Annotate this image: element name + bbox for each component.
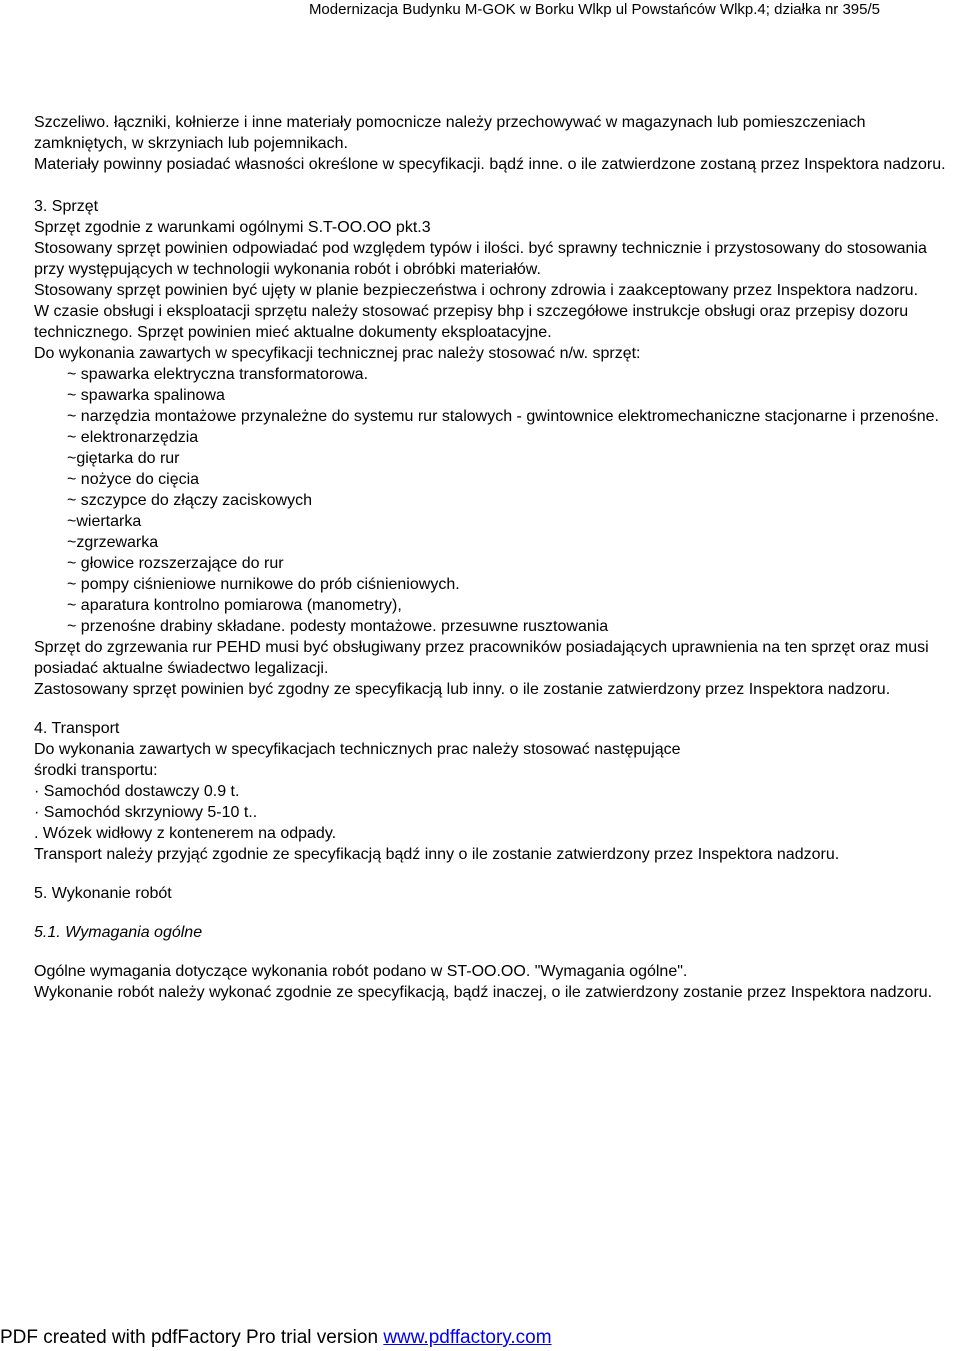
list-item: ~wiertarka: [67, 513, 142, 530]
list-item: ~ elektronarzędzia: [67, 429, 199, 446]
spacer: [34, 865, 949, 883]
list-item: ~ aparatura kontrolno pomiarowa (manometry),: [67, 597, 402, 614]
paragraph-storage: Szczeliwo. łączniki, kołnierze i inne materiały pomocnicze należy przechowywać w magazynach lub pomieszczeniach zamkniętych, w skrzyniach lub pojemnikach.: [34, 114, 866, 152]
section-4-line-1: Do wykonania zawartych w specyfikacjach technicznych prac należy stosować następujące: [34, 741, 681, 758]
list-item: ~giętarka do rur: [67, 450, 180, 467]
spacer: [34, 904, 949, 922]
section-5-heading: 5. Wykonanie robót: [34, 885, 172, 902]
list-item: ~ spawarka spalinowa: [67, 387, 225, 404]
list-item: ~ narzędzia montażowe przynależne do systemu rur stalowych - gwintownice elektromechaniczne stacjonarne i przenośne.: [67, 408, 939, 425]
section-3-heading: 3. Sprzęt: [34, 198, 99, 215]
section-3-line-7: Zastosowany sprzęt powinien być zgodny ze specyfikacją lub inny. o ile zostanie zatwierdzony przez Inspektora nadzoru.: [34, 681, 891, 698]
list-item: ~ pompy ciśnieniowe nurnikowe do prób ciśnieniowych.: [67, 576, 460, 593]
page-header: Modernizacja Budynku M-GOK w Borku Wlkp ul Powstańców Wlkp.4; działka nr 395/5: [308, 1, 880, 18]
spacer: [34, 175, 949, 196]
list-item: . Wózek widłowy z kontenerem na odpady.: [34, 825, 337, 842]
list-item: ~ przenośne drabiny składane. podesty montażowe. przesuwne rusztowania: [67, 618, 609, 635]
section-4-heading: 4. Transport: [34, 720, 120, 737]
list-item: ~ nożyce do cięcia: [67, 471, 200, 488]
equipment-list: [34, 364, 949, 637]
section-3-line-1: Sprzęt zgodnie z warunkami ogólnymi S.T-OO.OO pkt.3: [34, 219, 431, 236]
pdf-footer: [0, 1326, 552, 1350]
spacer: [34, 700, 949, 718]
section-5-1-heading: 5.1. Wymagania ogólne: [34, 924, 203, 941]
section-3-line-5: Do wykonania zawartych w specyfikacji technicznej prac należy stosować n/w. sprzęt:: [34, 345, 641, 362]
list-item: ~zgrzewarka: [67, 534, 159, 551]
list-item: · Samochód dostawczy 0.9 t.: [34, 783, 240, 800]
document-body: [34, 112, 949, 1003]
list-item: · Samochód skrzyniowy 5-10 t..: [34, 804, 258, 821]
section-3-line-4: W czasie obsługi i eksploatacji sprzętu należy stosować przepisy bhp i szczegółowe instrukcje obsługi oraz przepisy dozoru technicznego. Sprzęt powinien mieć aktualne dokumenty eksploatacyjne.: [34, 303, 909, 341]
list-item: ~ szczypce do złączy zaciskowych: [67, 492, 312, 509]
footer-text: PDF created with pdfFactory Pro trial version: [0, 1327, 384, 1348]
section-4-line-2: środki transportu:: [34, 762, 158, 779]
spacer: [34, 943, 949, 961]
section-3-line-6: Sprzęt do zgrzewania rur PEHD musi być obsługiwany przez pracowników posiadających uprawnienia na ten sprzęt oraz musi posiadać aktualne świadectwo legalizacji.: [34, 639, 929, 677]
paragraph-materials: Materiały powinny posiadać własności określone w specyfikacji. bądź inne. o ile zatwierdzone zostaną przez Inspektora nadzoru.: [34, 156, 946, 173]
section-5-line-1: Ogólne wymagania dotyczące wykonania robót podano w ST-OO.OO. "Wymagania ogólne".: [34, 963, 688, 980]
list-item: ~ spawarka elektryczna transformatorowa.: [67, 366, 369, 383]
section-5-line-2: Wykonanie robót należy wykonać zgodnie ze specyfikacją, bądź inaczej, o ile zatwierdzony zostanie przez Inspektora nadzoru.: [34, 984, 933, 1001]
section-4-line-3: Transport należy przyjąć zgodnie ze specyfikacją bądź inny o ile zostanie zatwierdzony przez Inspektora nadzoru.: [34, 846, 840, 863]
section-3-line-2: Stosowany sprzęt powinien odpowiadać pod względem typów i ilości. być sprawny technicznie i przystosowany do stosowania przy występujących w technologii wykonania robót i obróbki materiałów.: [34, 240, 927, 278]
footer-link[interactable]: www.pdffactory.com: [383, 1327, 552, 1348]
list-item: ~ głowice rozszerzające do rur: [67, 555, 284, 572]
section-3-line-3: Stosowany sprzęt powinien być ujęty w planie bezpieczeństwa i ochrony zdrowia i zaakceptowany przez Inspektora nadzoru.: [34, 282, 919, 299]
